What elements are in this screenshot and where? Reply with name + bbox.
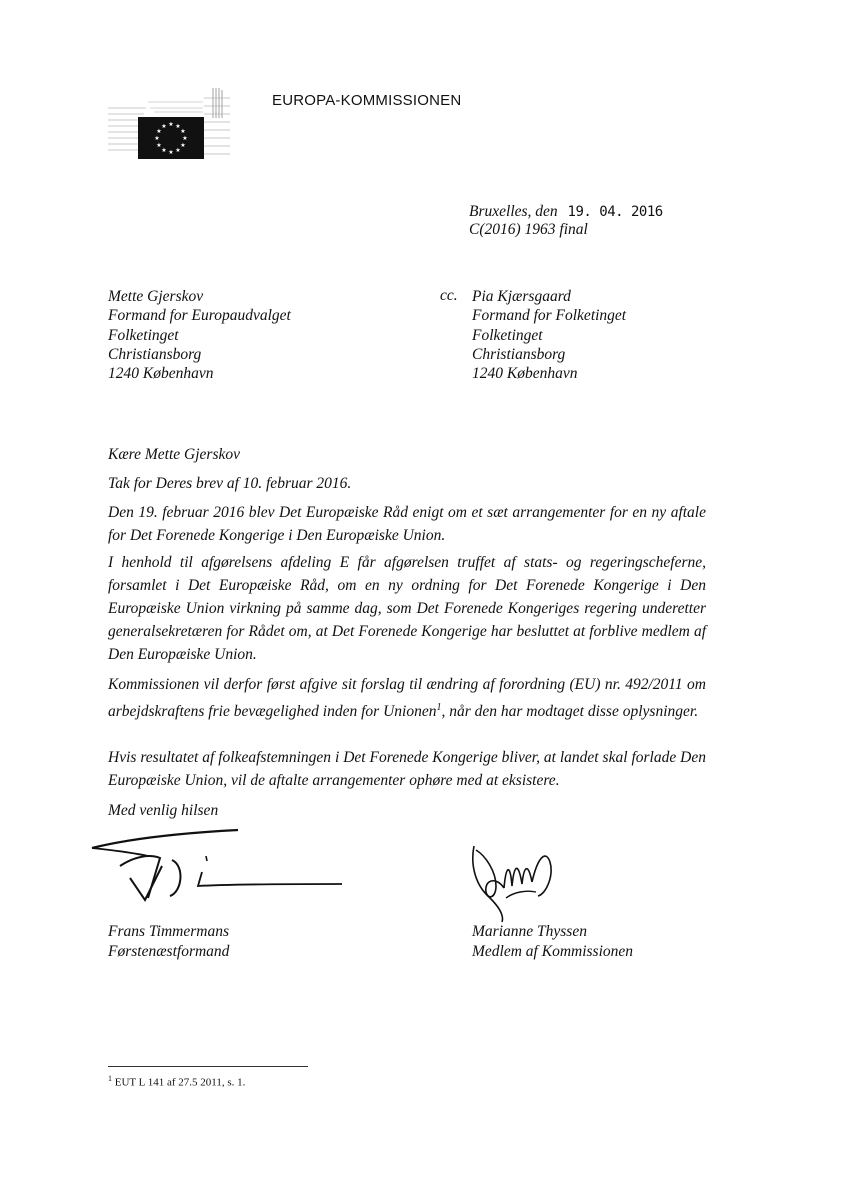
- svg-text:★: ★: [175, 147, 181, 154]
- address-line: Folketinget: [108, 326, 179, 344]
- footnote-number: 1: [108, 1074, 112, 1083]
- paragraph: Den 19. februar 2016 blev Det Europæiske Råd enigt om et sæt arrangementer for en ny aftale for Det Forenede Kongerige i Den Europæiske Union.: [108, 504, 706, 544]
- dateline: [469, 203, 663, 221]
- signatory-name: Frans Timmermans: [108, 923, 230, 940]
- signatory-block: [108, 922, 229, 961]
- address-line: Pia Kjærsgaard: [472, 288, 571, 305]
- svg-text:★: ★: [180, 128, 186, 135]
- paragraph-text: , når den har modtaget disse oplysninger.: [441, 703, 699, 721]
- svg-text:★: ★: [161, 123, 167, 130]
- paragraph-text: Kommissionen vil derfor først afgive sit forslag til ændring af forordning (EU) nr. 492/2011 om arbejdskraftens frie bevægelighed inden for Unionen: [108, 676, 706, 721]
- address-line: 1240 København: [108, 365, 214, 383]
- signature-thyssen-icon: [466, 836, 566, 931]
- eu-flag-icon: [138, 117, 204, 159]
- recipient-address: [108, 287, 291, 383]
- footnote-text: EUT L 141 af 27.5 2011, s. 1.: [114, 1076, 246, 1089]
- footnote: [108, 1074, 245, 1089]
- paragraph: Hvis resultatet af folkeafstemningen i Det Forenede Kongerige bliver, at landet skal forlade Den Europæiske Union, vil de aftalte arrangementer ophøre med at eksistere.: [108, 749, 706, 789]
- footnote-marker: 1: [436, 702, 442, 713]
- closing: Med venlig hilsen: [108, 802, 219, 819]
- footnote-divider: [108, 1066, 308, 1067]
- svg-text:★: ★: [168, 149, 174, 156]
- paragraph: Tak for Deres brev af 10. februar 2016.: [108, 475, 352, 492]
- signatory-title: Medlem af Kommissionen: [472, 942, 634, 960]
- place-label: Bruxelles, den: [469, 203, 558, 220]
- svg-text:★: ★: [180, 142, 186, 149]
- address-line: Mette Gjerskov: [108, 288, 204, 305]
- address-line: Christiansborg: [472, 345, 566, 363]
- svg-text:★: ★: [154, 135, 160, 142]
- svg-text:★: ★: [168, 121, 174, 128]
- date-stamp: 19. 04. 2016: [567, 204, 663, 220]
- address-line: Formand for Europaudvalget: [108, 307, 291, 325]
- cc-address: [472, 287, 626, 383]
- svg-text:★: ★: [182, 135, 188, 142]
- paragraph: I henhold til afgørelsens afdeling E får afgørelsen truffet af stats- og regeringscheferne, forsamlet i Det Europæiske Råd, om en ny ordning for Det Forenede Kongerige i Den Europæiske Union virkning på samme dag, som Det Forenede Kongeriges regering underetter generalsekretæren for Rådet om, at Det Forenede Kongerige har besluttet at forblive medlem af Den Europæiske Union.: [108, 554, 706, 663]
- document-reference: C(2016) 1963 final: [469, 221, 588, 238]
- salutation: Kære Mette Gjerskov: [108, 446, 240, 463]
- signature-timmermans-icon: [90, 826, 350, 921]
- address-line: Folketinget: [472, 326, 543, 344]
- signatory-title: Førstenæstformand: [108, 942, 230, 960]
- svg-text:★: ★: [156, 142, 162, 149]
- address-line: 1240 København: [472, 365, 578, 383]
- svg-text:★: ★: [175, 123, 181, 130]
- cc-label: cc.: [440, 287, 458, 304]
- paragraph-with-footnote: [108, 673, 706, 723]
- address-line: Formand for Folketinget: [472, 307, 627, 325]
- svg-text:★: ★: [156, 128, 162, 135]
- institution-name: EUROPA-KOMMISSIONEN: [272, 92, 462, 109]
- svg-text:★: ★: [161, 147, 167, 154]
- address-line: Christiansborg: [108, 345, 202, 363]
- signatory-name: Marianne Thyssen: [472, 923, 587, 940]
- signatory-block: [472, 922, 633, 961]
